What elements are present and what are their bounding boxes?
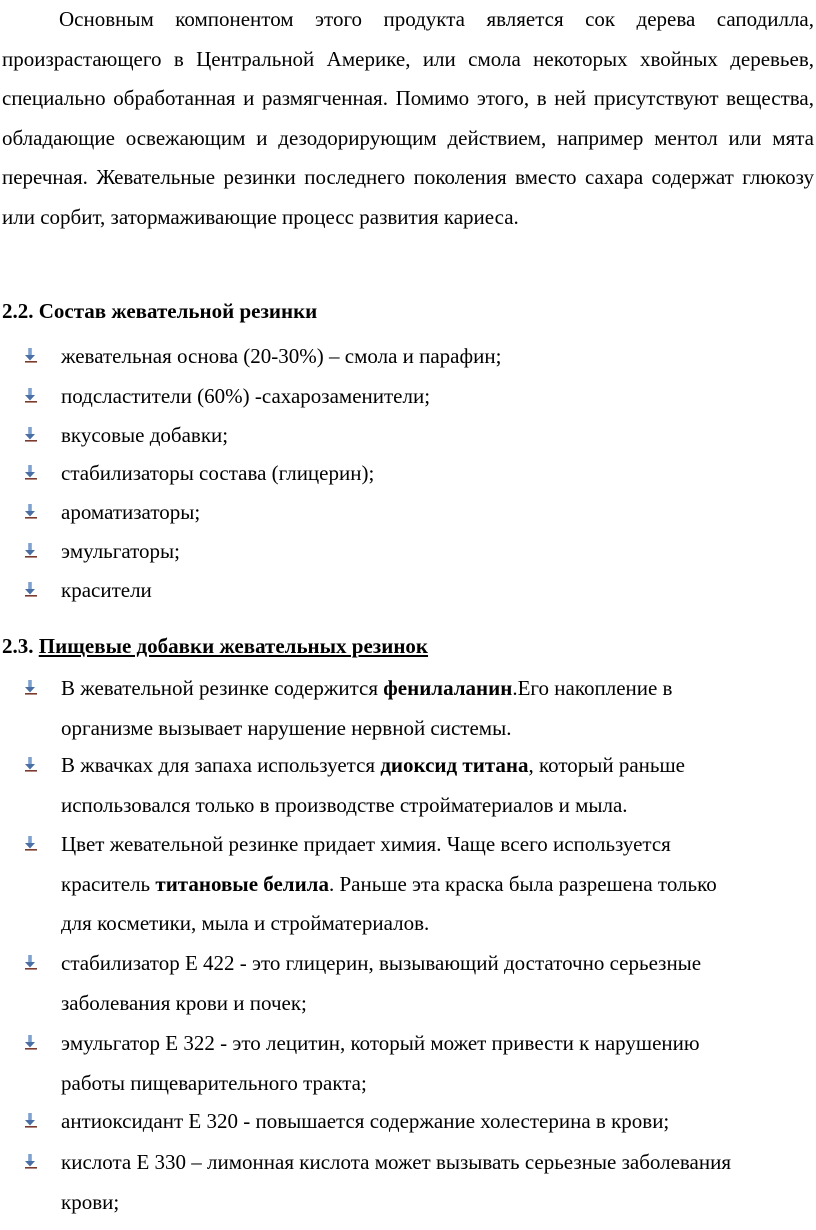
- text-run: краситель: [61, 871, 156, 896]
- arrow-down-right-icon: [23, 387, 39, 403]
- bold-term: титановые белила: [155, 871, 329, 896]
- list-item-text: красители: [61, 578, 152, 602]
- list-item-text: [61, 944, 813, 1023]
- section-number: 2.2.: [2, 299, 34, 323]
- text-line: кислота Е 330 – лимонная кислота может вызывать серьезные заболевания: [61, 1150, 732, 1174]
- section-2-3-heading: [2, 633, 428, 659]
- list-item-text: вкусовые добавки;: [61, 423, 229, 447]
- text-line: использовался только в производстве стройматериалов и мыла.: [61, 792, 628, 817]
- text-line: эмульгатор Е 322 - это лецитин, который может привести к нарушению: [61, 1031, 700, 1055]
- text-line: Цвет жевательной резинке придает химия. Чаще всего используется: [61, 832, 671, 856]
- list-item-text: подсластители (60%) -сахарозаменители;: [61, 384, 431, 408]
- text-line: антиоксидант Е 320 - повышается содержание холестерина в крови;: [61, 1109, 670, 1133]
- arrow-down-right-icon: [23, 679, 39, 695]
- text-line: организме вызывает нарушение нервной системы.: [61, 715, 512, 740]
- text-line: [61, 669, 813, 709]
- text-line: [61, 746, 813, 786]
- text-line: заболевания крови и почек;: [61, 990, 307, 1015]
- arrow-down-right-icon: [23, 464, 39, 480]
- list-item-text: [61, 1143, 813, 1222]
- list-item-text: [61, 1102, 813, 1142]
- arrow-down-right-icon: [23, 1112, 39, 1128]
- text-line: для косметики, мыла и стройматериалов.: [61, 911, 430, 935]
- arrow-down-right-icon: [23, 756, 39, 772]
- arrow-down-right-icon: [23, 581, 39, 597]
- list-item-text: [61, 746, 813, 825]
- arrow-down-right-icon: [23, 1153, 39, 1169]
- list-item-text: [61, 825, 813, 944]
- text-run: В жвачках для запаха используется: [61, 753, 381, 777]
- text-line: крови;: [61, 1189, 120, 1214]
- arrow-down-right-icon: [23, 347, 39, 363]
- section-number: 2.3.: [2, 634, 34, 658]
- arrow-down-right-icon: [23, 1034, 39, 1050]
- section-title: Пищевые добавки жевательных резинок: [38, 634, 429, 658]
- list-item-text: эмульгаторы;: [61, 539, 180, 563]
- text-line: стабилизатор Е 422 - это глицерин, вызывающий достаточно серьезные: [61, 951, 702, 975]
- text-line: [61, 865, 813, 905]
- list-item-text: жевательная основа (20-30%) – смола и парафин;: [61, 344, 502, 368]
- text-run: . Раньше эта краска была разрешена только: [328, 871, 717, 896]
- arrow-down-right-icon: [23, 954, 39, 970]
- text-line: работы пищеварительного тракта;: [61, 1070, 367, 1095]
- section-2-2-heading: [2, 298, 317, 324]
- list-item-text: [61, 669, 813, 748]
- list-item-text: стабилизаторы состава (глицерин);: [61, 461, 375, 485]
- bold-term: диоксид титана: [380, 753, 529, 777]
- arrow-down-right-icon: [23, 426, 39, 442]
- arrow-down-right-icon: [23, 503, 39, 519]
- arrow-down-right-icon: [23, 542, 39, 558]
- text-run: В жевательной резинке содержится: [61, 676, 384, 700]
- intro-paragraph: Основным компонентом этого продукта является сок дерева саподилла, произрастающего в Центральной Америке, или смола некоторых хвойных деревьев, специально обработанная и размягченная. Помимо этого, в ней присутствуют вещества, обладающие освежающим и дезодорирующим действием, например ментол или мята перечная. Жевательные резинки последнего поколения вместо сахара содержат глюкозу или сорбит, затормаживающие процесс развития кариеса.: [2, 7, 814, 229]
- arrow-down-right-icon: [23, 835, 39, 851]
- text-run: , который раньше: [528, 753, 685, 777]
- section-title: Состав жевательной резинки: [38, 299, 318, 323]
- bold-term: фенилаланин: [383, 676, 513, 700]
- list-item-text: ароматизаторы;: [61, 500, 201, 524]
- list-item-text: [61, 1024, 813, 1103]
- text-run: .Его накопление в: [512, 676, 673, 700]
